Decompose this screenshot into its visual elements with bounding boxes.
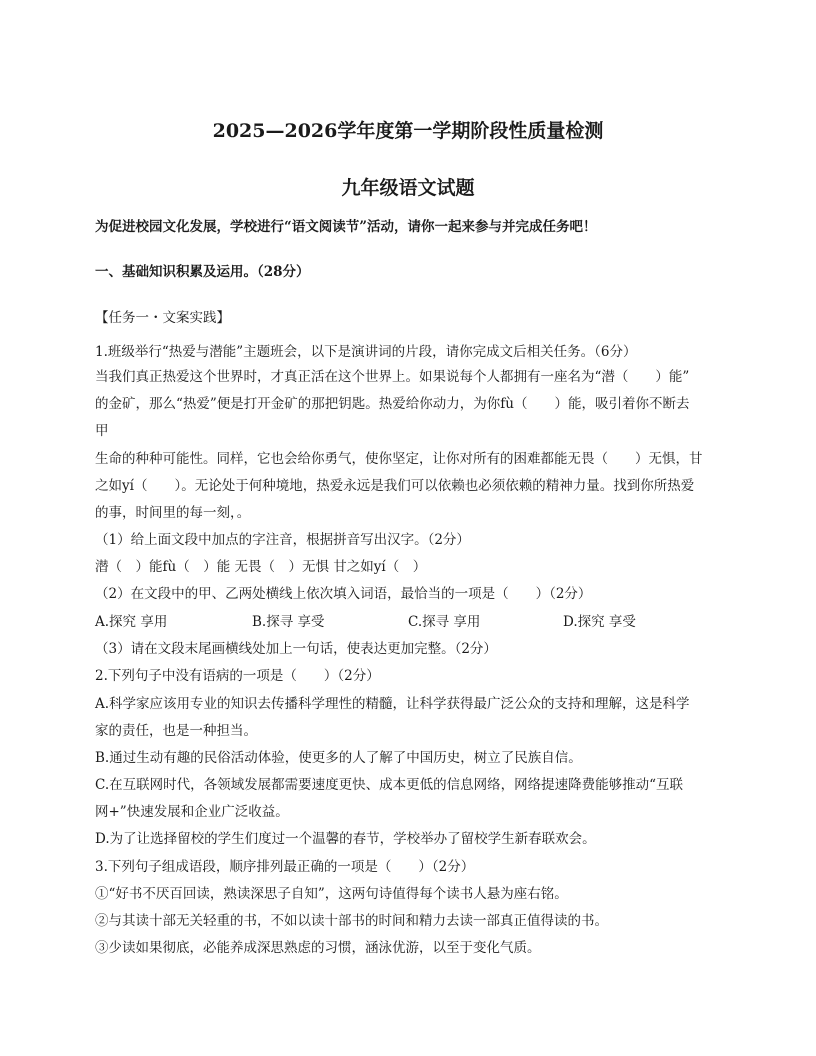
question-3-sentence-3: ③少读如果彻底，必能养成深思熟虑的习惯，涵泳优游，以至于变化气质。	[95, 940, 541, 956]
exam-title: 2025—2026学年度第一学期阶段性质量检测	[212, 120, 604, 142]
question-2-option-a: A.科学家应该用专业的知识去传播科学理性的精髓，让科学获得最广泛公众的支持和理解，这是科学	[95, 696, 690, 712]
option-b: B.探寻 享受	[252, 614, 325, 630]
question-2-stem: 2.下列句子中没有语病的一项是（ ）（2分）	[95, 668, 380, 684]
task-heading: 【任务一・文案实践】	[95, 310, 230, 326]
question-2-option-d: D.为了让选择留校的学生们度过一个温馨的春节，学校举办了留校学生新春联欢会。	[95, 831, 596, 847]
sub-question-2: （2）在文段中的甲、乙两处横线上依次填入词语，最恰当的一项是（ ）（2分）	[95, 586, 592, 602]
passage-line: 的事，时间里的每一刻，。	[95, 505, 251, 521]
exam-subtitle: 九年级语文试题	[341, 177, 475, 199]
intro-text: 为促进校园文化发展，学校进行“语文阅读节”活动，请你一起来参与并完成任务吧！	[95, 219, 597, 235]
question-2-option-b: B.通过生动有趣的民俗活动体验，使更多的人了解了中国历史，树立了民族自信。	[95, 750, 582, 766]
option-d: D.探究 享受	[563, 614, 636, 630]
passage-line: 当我们真正热爱这个世界时，才真正活在这个世界上。如果说每个人都拥有一座名为“潜（ ）能”	[95, 369, 690, 385]
passage-line: 生命的种种可能性。同样，它也会给你勇气，使你坚定，让你对所有的困难都能无畏（ ）无惧，甘	[95, 451, 703, 467]
passage-marker: 甲	[95, 423, 109, 439]
sub-question-1: （1）给上面文段中加点的字注音，根据拼音写出汉字。（2分）	[95, 532, 470, 548]
option-c: C.探寻 享用	[408, 614, 481, 630]
question-2-option-c-cont: 网+”快速发展和企业广泛收益。	[95, 804, 289, 820]
sub-question-1-blanks: 潜（ ）能fù（ ）能 无畏（ ）无惧 甘之如yí（ ）	[95, 559, 427, 575]
passage-line: 的金矿，那么“热爱”便是打开金矿的那把钥匙。热爱给你动力，为你fù（ ）能，吸引着你不断去	[95, 396, 690, 412]
question-2-option-c: C.在互联网时代，各领域发展都需要速度更快、成本更低的信息网络，网络提速降费能够推动“互联	[95, 777, 684, 793]
question-1-stem: 1.班级举行“热爱与潜能”主题班会，以下是演讲词的片段，请你完成文后相关任务。（6分）	[95, 344, 637, 360]
sub-question-3: （3）请在文段末尾画横线处加上一句话，使表达更加完整。（2分）	[95, 641, 497, 657]
question-3-sentence-2: ②与其读十部无关轻重的书，不如以读十部书的时间和精力去读一部真正值得读的书。	[95, 913, 608, 929]
section-heading: 一、基础知识积累及运用。（28分）	[95, 264, 310, 280]
question-3-stem: 3.下列句子组成语段，顺序排列最正确的一项是（ ）（2分）	[95, 859, 475, 875]
question-3-sentence-1: ①“好书不厌百回读，熟读深思子自知”，这两句诗值得每个读书人悬为座右铭。	[95, 886, 568, 902]
question-2-option-a-cont: 家的责任，也是一种担当。	[95, 723, 257, 739]
passage-line: 之如yí（ ）。无论处于何种境地，热爱永远是我们可以依赖也必须依赖的精神力量。找到你所热爱	[95, 478, 695, 494]
option-a: A.探究 享用	[95, 614, 168, 630]
